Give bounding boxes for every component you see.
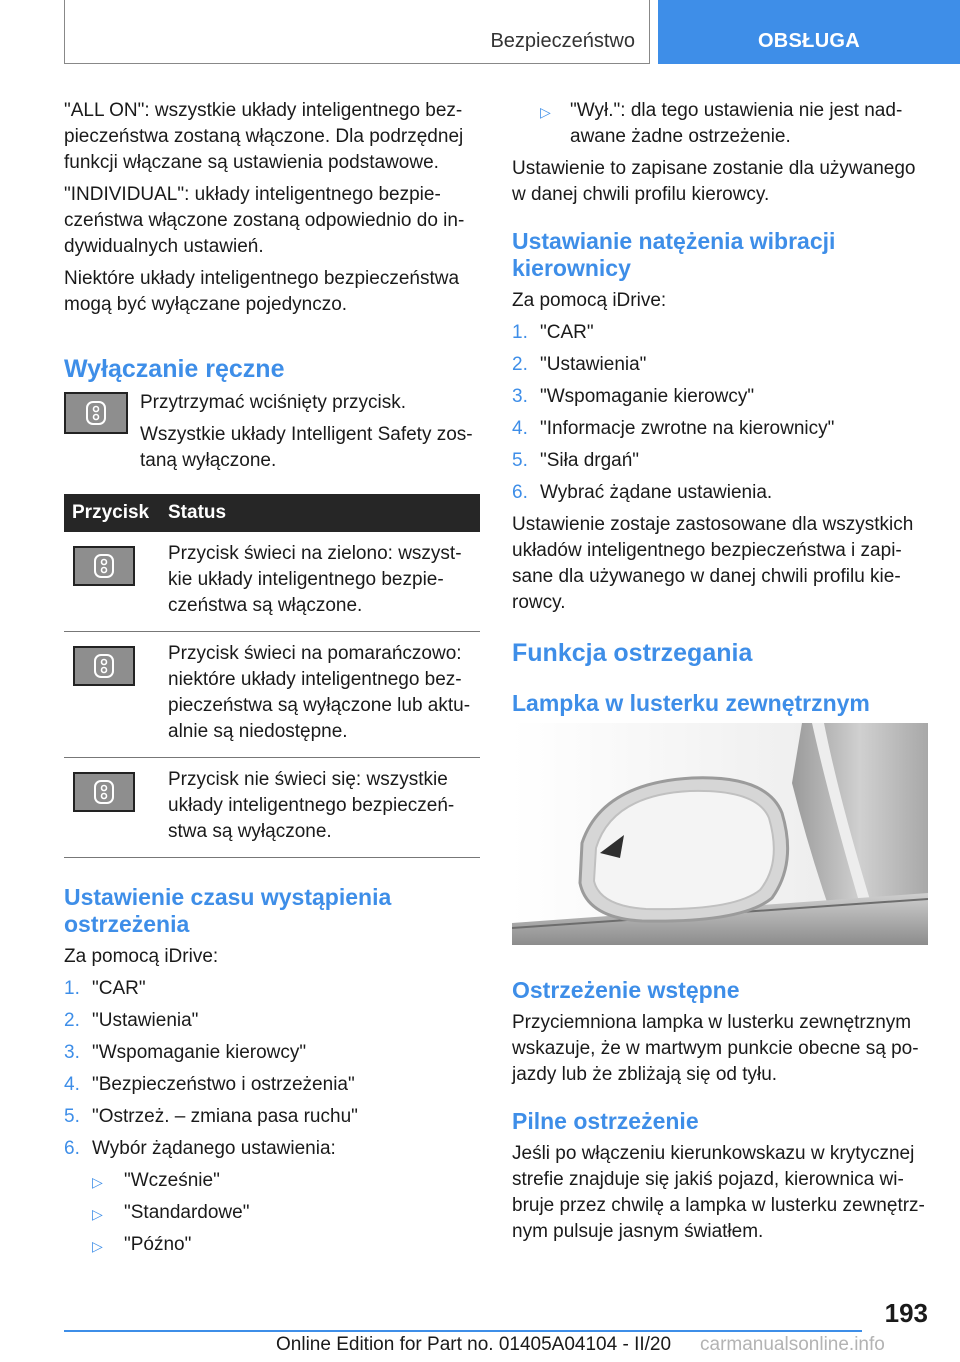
status-text: Przycisk świeci na pomarańczowo: niektóre układy inteligentnego bez-pieczeństwa są wyłączone lub aktu-alnie są niedostępne. bbox=[160, 632, 480, 758]
table-header-status: Status bbox=[160, 494, 480, 532]
list-item: 2. "Ustawienia" bbox=[64, 1010, 199, 1031]
footer-divider bbox=[64, 1330, 862, 1332]
triangle-bullet-icon: ▷ bbox=[540, 104, 551, 120]
paragraph-profile-saved: Ustawienie to zapisane zostanie dla używanego w danej chwili profilu kierowcy. bbox=[512, 158, 916, 205]
list-item: 6. Wybór żądanego ustawienia: bbox=[64, 1138, 336, 1159]
list-item: 1. "CAR" bbox=[512, 322, 594, 343]
list-item: 4. "Informacje zwrotne na kierownicy" bbox=[512, 418, 835, 439]
paragraph-single-systems: Niektóre układy inteligentnego bezpieczeństwa mogą być wyłączane pojedynczo. bbox=[64, 268, 460, 315]
heading-urgent-warning: Pilne ostrzeżenie bbox=[512, 1108, 699, 1134]
header-chapter-tab[interactable] bbox=[658, 0, 960, 64]
footer-watermark: carmanualsonline.info bbox=[700, 1334, 885, 1355]
list-item: 1. "CAR" bbox=[64, 978, 146, 999]
page-number: 193 bbox=[884, 1298, 928, 1328]
list-item: 5. "Ostrzeż. – zmiana pasa ruchu" bbox=[64, 1106, 358, 1127]
table-row bbox=[64, 532, 480, 632]
table-header-row bbox=[64, 494, 480, 532]
list-item: ▷ "Wył.": dla tego ustawienia nie jest nad-awane żadne ostrzeżenie. bbox=[540, 100, 903, 147]
side-mirror-illustration bbox=[512, 723, 928, 945]
manual-off-step: Przytrzymać wciśnięty przycisk. bbox=[140, 392, 407, 413]
paragraph-individual: "INDIVIDUAL": układy inteligentnego bezpie-czeństwa włączone zostaną odpowiednio do in-dywidualnych ustawień. bbox=[64, 184, 465, 257]
right-column bbox=[512, 98, 928, 1251]
safety-button-green-icon bbox=[73, 546, 135, 586]
triangle-bullet-icon: ▷ bbox=[92, 1174, 103, 1190]
idrive-intro: Za pomocą iDrive: bbox=[64, 946, 219, 967]
list-item: 5. "Siła drgań" bbox=[512, 450, 640, 471]
safety-button-orange-icon bbox=[73, 646, 135, 686]
list-item: ▷ "Późno" bbox=[64, 1232, 480, 1258]
list-item: ▷ "Wcześnie" bbox=[64, 1168, 480, 1194]
list-item: 4. "Bezpieczeństwo i ostrzeżenia" bbox=[64, 1074, 355, 1095]
paragraph-pre-warning: Przyciemniona lampka w lusterku zewnętrznym wskazuje, że w martwym punkcie obecne są po-jazdy lub że zbliżają się od tyłu. bbox=[512, 1012, 919, 1085]
vibration-steps-list bbox=[512, 320, 928, 506]
manual-off-block bbox=[64, 390, 480, 474]
timing-steps-list bbox=[64, 976, 480, 1162]
heading-warning-function: Funkcja ostrzegania bbox=[512, 639, 753, 667]
triangle-bullet-icon: ▷ bbox=[92, 1206, 103, 1222]
status-text: Przycisk nie świeci się: wszystkie układy inteligentnego bezpieczeń-stwa są wyłączone. bbox=[160, 758, 480, 858]
paragraph-urgent-warning: Jeśli po włączeniu kierunkowskazu w krytycznej strefie znajduje się jakiś pojazd, kierownica wi-bruje przez chwilę a lampka w lusterku zewnętrz-nym pulsuje jasnym światłem. bbox=[512, 1143, 925, 1242]
heading-manual-off: Wyłączanie ręczne bbox=[64, 355, 285, 383]
triangle-bullet-icon: ▷ bbox=[92, 1238, 103, 1254]
paragraph-setting-applied: Ustawienie zostaje zastosowane dla wszystkich układów inteligentnego bezpieczeństwa i zapi-sane dla używanego w danej chwili profilu kie-rowcy. bbox=[512, 514, 914, 613]
footer-edition: Online Edition for Part no. 01405A04104 - II/20 bbox=[276, 1334, 672, 1355]
list-item: ▷ "Standardowe" bbox=[64, 1200, 480, 1226]
header-section-box bbox=[64, 0, 650, 64]
idrive-intro: Za pomocą iDrive: bbox=[512, 290, 667, 311]
list-item: 2. "Ustawienia" bbox=[512, 354, 647, 375]
header-chapter-label: OBSŁUGA bbox=[757, 30, 861, 52]
status-text: Przycisk świeci na zielono: wszyst-kie układy inteligentnego bezpie-czeństwa są włączone. bbox=[160, 532, 480, 632]
heading-mirror-lamp: Lampka w lusterku zewnętrznym bbox=[512, 690, 870, 716]
table-header-button: Przycisk bbox=[64, 494, 160, 532]
left-column bbox=[64, 98, 480, 1264]
list-item: 3. "Wspomaganie kierowcy" bbox=[512, 386, 755, 407]
list-item: 6. Wybrać żądane ustawienia. bbox=[512, 482, 773, 503]
heading-pre-warning: Ostrzeżenie wstępne bbox=[512, 977, 740, 1003]
heading-warning-timing: Ustawienie czasu wystąpienia ostrzeżenia bbox=[64, 884, 392, 937]
safety-button-off-icon bbox=[73, 772, 135, 812]
safety-button-icon bbox=[64, 392, 128, 434]
table-row bbox=[64, 632, 480, 758]
list-item: 3. "Wspomaganie kierowcy" bbox=[64, 1042, 307, 1063]
manual-off-result: Wszystkie układy Intelligent Safety zos-taną wyłączone. bbox=[140, 424, 473, 471]
header-section-title: Bezpieczeństwo bbox=[490, 30, 635, 52]
heading-vibration-intensity: Ustawianie natężenia wibracji kierownicy bbox=[512, 228, 836, 281]
table-row bbox=[64, 758, 480, 858]
button-status-table bbox=[64, 494, 480, 858]
timing-options-list bbox=[64, 1168, 480, 1258]
paragraph-all-on: "ALL ON": wszystkie układy inteligentnego bez-pieczeństwa zostaną włączone. Dla podrzędnej funkcji włączane są ustawienia podstawowe. bbox=[64, 100, 464, 173]
